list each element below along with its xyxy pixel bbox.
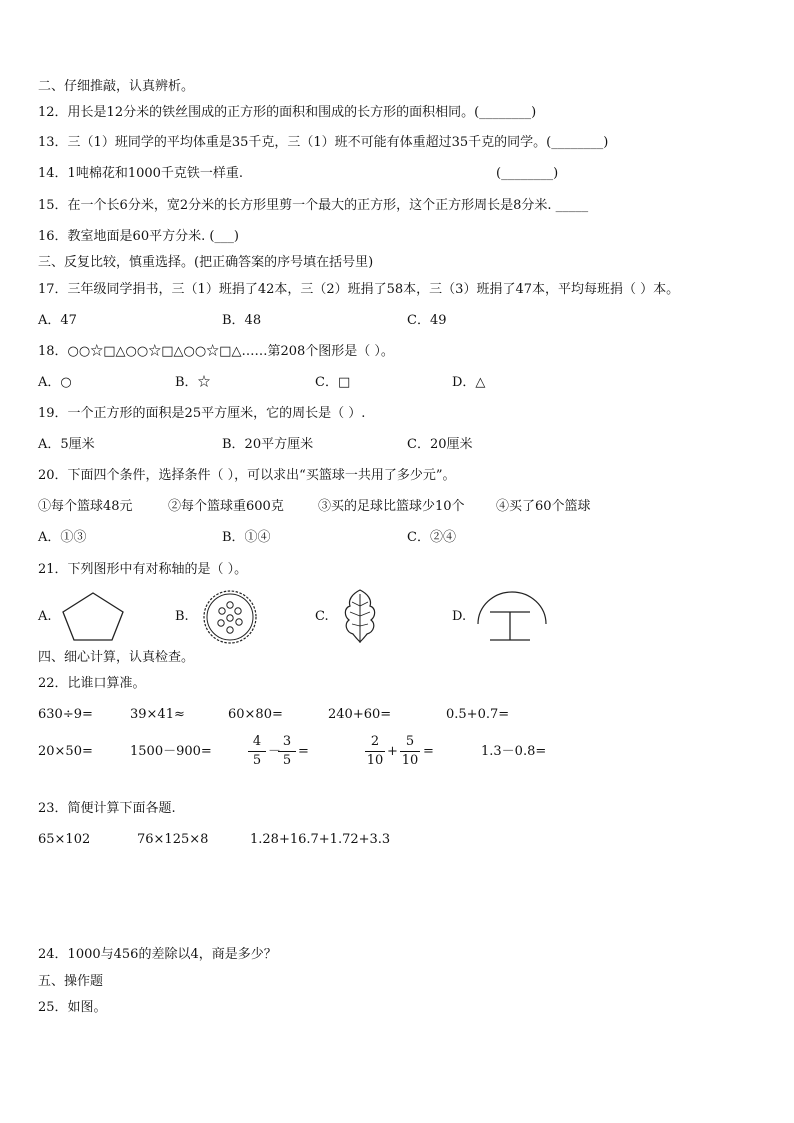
q23-item-2: 76×125×8	[137, 832, 209, 847]
q17-option-b: B．48	[222, 313, 262, 328]
q22-calc-5: 0.5+0.7=	[446, 707, 510, 722]
q19-option-c: C．20厘米	[407, 437, 473, 452]
q22-fraction-1-eq: =	[298, 744, 309, 759]
section-4-heading: 四、细心计算，认真检查。	[38, 650, 195, 665]
q23-item-1: 65×102	[38, 832, 91, 847]
section-5-heading: 五、操作题	[38, 974, 104, 989]
question-14-blank: (________)	[496, 166, 559, 181]
q17-option-a: A．47	[38, 313, 77, 328]
q18-option-d: D．△	[452, 375, 486, 390]
q22-fraction-2a: $\frac{2}{10}$	[366, 734, 384, 768]
question-17: 17．三年级同学捐书，三（1）班捐了42本，三（2）班捐了58本，三（3）班捐了47本，平均每班捐（ ）本。	[38, 282, 680, 297]
q18-option-b: B．☆	[175, 375, 211, 390]
question-19: 19．一个正方形的面积是25平方厘米，它的周长是（ ）.	[38, 406, 366, 421]
q22-calc-last: 1.3－0.8=	[481, 744, 547, 759]
section-3-heading: 三、反复比较，慎重选择。(把正确答案的序号填在括号里)	[38, 255, 374, 270]
q17-option-c: C．49	[407, 313, 447, 328]
q20-condition-4: ④买了60个篮球	[496, 499, 591, 514]
q19-option-b: B．20平方厘米	[222, 437, 314, 452]
q20-option-a: A．①③	[38, 530, 87, 545]
question-23: 23．简便计算下面各题.	[38, 801, 176, 816]
q21-label-a: A.	[38, 609, 52, 624]
q20-option-b: B．①④	[222, 530, 271, 545]
question-18: 18．○○☆□△○○☆□△○○☆□△……第208个图形是（ ）。	[38, 344, 394, 359]
pentagon-figure	[62, 592, 124, 642]
q19-option-a: A．5厘米	[38, 437, 95, 452]
q22-calc-2: 39×41≈	[130, 707, 185, 722]
question-24: 24．1000与456的差除以4，商是多少？	[38, 947, 277, 962]
arc-figure	[476, 590, 548, 644]
leaf-figure	[340, 588, 380, 644]
cookie-figure	[200, 588, 260, 646]
q21-label-d: D.	[452, 609, 467, 624]
q20-condition-3: ③买的足球比篮球少10个	[318, 499, 465, 514]
q22-calc-3: 60×80=	[228, 707, 283, 722]
question-13: 13．三（1）班同学的平均体重是35千克，三（1）班不可能有体重超过35千克的同学。(________)	[38, 135, 609, 150]
question-14: 14．1吨棉花和1000千克铁一样重.	[38, 166, 244, 181]
q22-calc-4: 240+60=	[328, 707, 392, 722]
q22-fraction-2-eq: =	[423, 744, 434, 759]
question-12: 12．用长是12分米的铁丝围成的正方形的面积和围成的长方形的面积相同。(________)	[38, 105, 537, 120]
question-25: 25．如图。	[38, 1000, 107, 1015]
q22-fraction-1b: $\frac{3}{5}$	[278, 734, 296, 769]
question-16: 16．教室地面是60平方分米. (___)	[38, 229, 239, 244]
section-2-heading: 二、仔细推敲，认真辨析。	[38, 79, 195, 94]
q21-label-c: C.	[315, 609, 329, 624]
q22-fraction-1a: $\frac{4}{5}$	[248, 734, 266, 769]
q18-option-c: C．□	[315, 375, 351, 390]
q20-condition-1: ①每个篮球48元	[38, 499, 133, 514]
q23-item-3: 1.28+16.7+1.72+3.3	[250, 832, 391, 847]
q22-fraction-2b: $\frac{5}{10}$	[401, 734, 419, 768]
q22-fraction-2-op: +	[387, 744, 398, 759]
question-21: 21．下列图形中有对称轴的是（ ）。	[38, 562, 248, 577]
q22-calc-1: 630÷9=	[38, 707, 93, 722]
q20-condition-2: ②每个篮球重600克	[168, 499, 284, 514]
question-22: 22．比谁口算准。	[38, 676, 146, 691]
q21-label-b: B.	[175, 609, 189, 624]
q18-option-a: A．○	[38, 375, 72, 390]
question-20: 20．下面四个条件，选择条件（ ），可以求出“买篮球一共用了多少元”。	[38, 468, 456, 483]
question-15: 15．在一个长6分米，宽2分米的长方形里剪一个最大的正方形，这个正方形周长是8分米. _____	[38, 198, 589, 213]
q22-calc-7: 1500－900=	[130, 744, 212, 759]
q22-calc-6: 20×50=	[38, 744, 93, 759]
q20-option-c: C．②④	[407, 530, 456, 545]
q22-fraction-1-op: －	[268, 744, 282, 759]
